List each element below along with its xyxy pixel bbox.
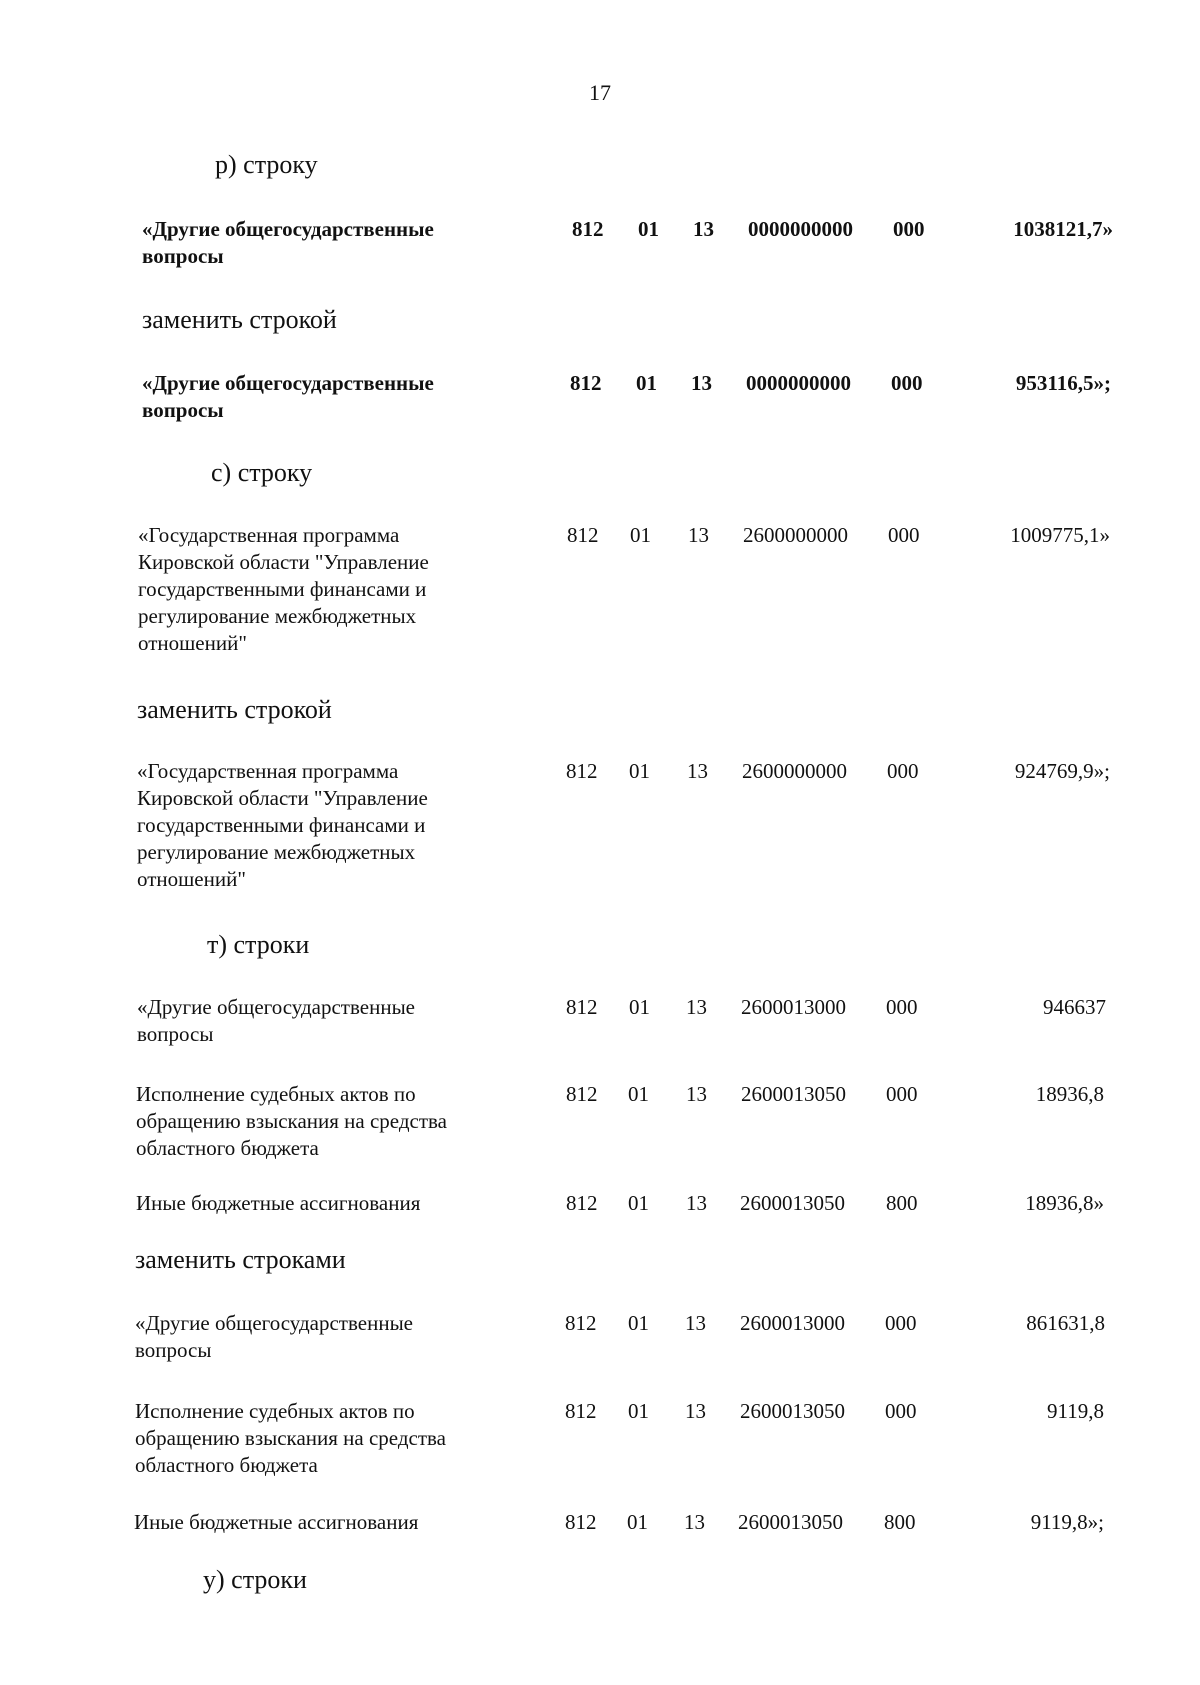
amount-value: 1038121,7» xyxy=(1013,217,1113,241)
line-item-name: «Другие общегосударственные вопросы xyxy=(135,1311,414,1362)
line-item-name: Иные бюджетные ассигнования xyxy=(136,1191,421,1215)
expense-type-code: 800 xyxy=(884,1510,916,1534)
target-article-code: 0000000000 xyxy=(746,371,851,395)
ministry-code: 812 xyxy=(567,523,599,547)
section-code: 01 xyxy=(636,371,657,395)
ministry-code: 812 xyxy=(572,217,604,241)
section-heading: заменить строкой xyxy=(142,305,337,334)
line-item-name: «Государственная программа Кировской области "Управление государственными финансами и регулирование межбюджетных отношений" xyxy=(137,759,428,891)
subsection-code: 13 xyxy=(691,371,712,395)
subsection-code: 13 xyxy=(686,1082,707,1106)
ministry-code: 812 xyxy=(565,1311,597,1335)
subsection-code: 13 xyxy=(684,1510,705,1534)
subsection-code: 13 xyxy=(685,1399,706,1423)
section-code: 01 xyxy=(628,1082,649,1106)
amount-value: 9119,8 xyxy=(1047,1399,1104,1423)
expense-type-code: 000 xyxy=(891,371,923,395)
expense-type-code: 000 xyxy=(893,217,925,241)
amount-value: 1009775,1» xyxy=(1010,523,1110,547)
section-heading: с) строку xyxy=(211,458,313,487)
section-heading: т) строки xyxy=(207,930,310,959)
section-code: 01 xyxy=(627,1510,648,1534)
section-heading: заменить строками xyxy=(135,1245,346,1274)
section-heading: р) строку xyxy=(215,150,318,179)
line-item-name: Иные бюджетные ассигнования xyxy=(134,1510,419,1534)
amount-value: 9119,8»; xyxy=(1030,1510,1104,1534)
ministry-code: 812 xyxy=(566,1082,598,1106)
amount-value: 953116,5»; xyxy=(1015,371,1111,395)
section-heading: заменить строкой xyxy=(137,695,332,724)
expense-type-code: 800 xyxy=(886,1191,918,1215)
line-item-name: «Государственная программа Кировской области "Управление государственными финансами и регулирование межбюджетных отношений" xyxy=(138,523,429,655)
line-item-name: Исполнение судебных актов по обращению взыскания на средства областного бюджета xyxy=(135,1399,446,1477)
target-article-code: 2600013050 xyxy=(740,1191,845,1215)
subsection-code: 13 xyxy=(688,523,709,547)
ministry-code: 812 xyxy=(566,759,598,783)
target-article-code: 2600000000 xyxy=(743,523,848,547)
target-article-code: 0000000000 xyxy=(748,217,853,241)
section-code: 01 xyxy=(638,217,659,241)
target-article-code: 2600000000 xyxy=(742,759,847,783)
expense-type-code: 000 xyxy=(885,1311,917,1335)
target-article-code: 2600013050 xyxy=(741,1082,846,1106)
section-code: 01 xyxy=(628,1399,649,1423)
amount-value: 18936,8 xyxy=(1035,1082,1104,1106)
ministry-code: 812 xyxy=(566,1191,598,1215)
page-number: 17 xyxy=(589,80,611,105)
subsection-code: 13 xyxy=(686,1191,707,1215)
ministry-code: 812 xyxy=(566,995,598,1019)
subsection-code: 13 xyxy=(685,1311,706,1335)
target-article-code: 2600013000 xyxy=(741,995,846,1019)
ministry-code: 812 xyxy=(565,1510,597,1534)
amount-value: 924769,9»; xyxy=(1014,759,1110,783)
target-article-code: 2600013050 xyxy=(740,1399,845,1423)
target-article-code: 2600013050 xyxy=(738,1510,843,1534)
expense-type-code: 000 xyxy=(886,995,918,1019)
amount-value: 861631,8 xyxy=(1026,1311,1105,1335)
expense-type-code: 000 xyxy=(887,759,919,783)
section-code: 01 xyxy=(629,759,650,783)
subsection-code: 13 xyxy=(693,217,714,241)
subsection-code: 13 xyxy=(686,995,707,1019)
section-code: 01 xyxy=(628,1191,649,1215)
line-item-name: «Другие общегосударственные вопросы xyxy=(142,371,434,422)
section-code: 01 xyxy=(628,1311,649,1335)
line-item-name: «Другие общегосударственные вопросы xyxy=(137,995,416,1046)
section-code: 01 xyxy=(629,995,650,1019)
target-article-code: 2600013000 xyxy=(740,1311,845,1335)
amount-value: 946637 xyxy=(1043,995,1106,1019)
ministry-code: 812 xyxy=(570,371,602,395)
section-code: 01 xyxy=(630,523,651,547)
ministry-code: 812 xyxy=(565,1399,597,1423)
line-item-name: «Другие общегосударственные вопросы xyxy=(142,217,434,268)
section-heading: у) строки xyxy=(203,1565,307,1594)
amount-value: 18936,8» xyxy=(1025,1191,1104,1215)
expense-type-code: 000 xyxy=(885,1399,917,1423)
expense-type-code: 000 xyxy=(886,1082,918,1106)
subsection-code: 13 xyxy=(687,759,708,783)
expense-type-code: 000 xyxy=(888,523,920,547)
line-item-name: Исполнение судебных актов по обращению взыскания на средства областного бюджета xyxy=(136,1082,447,1160)
